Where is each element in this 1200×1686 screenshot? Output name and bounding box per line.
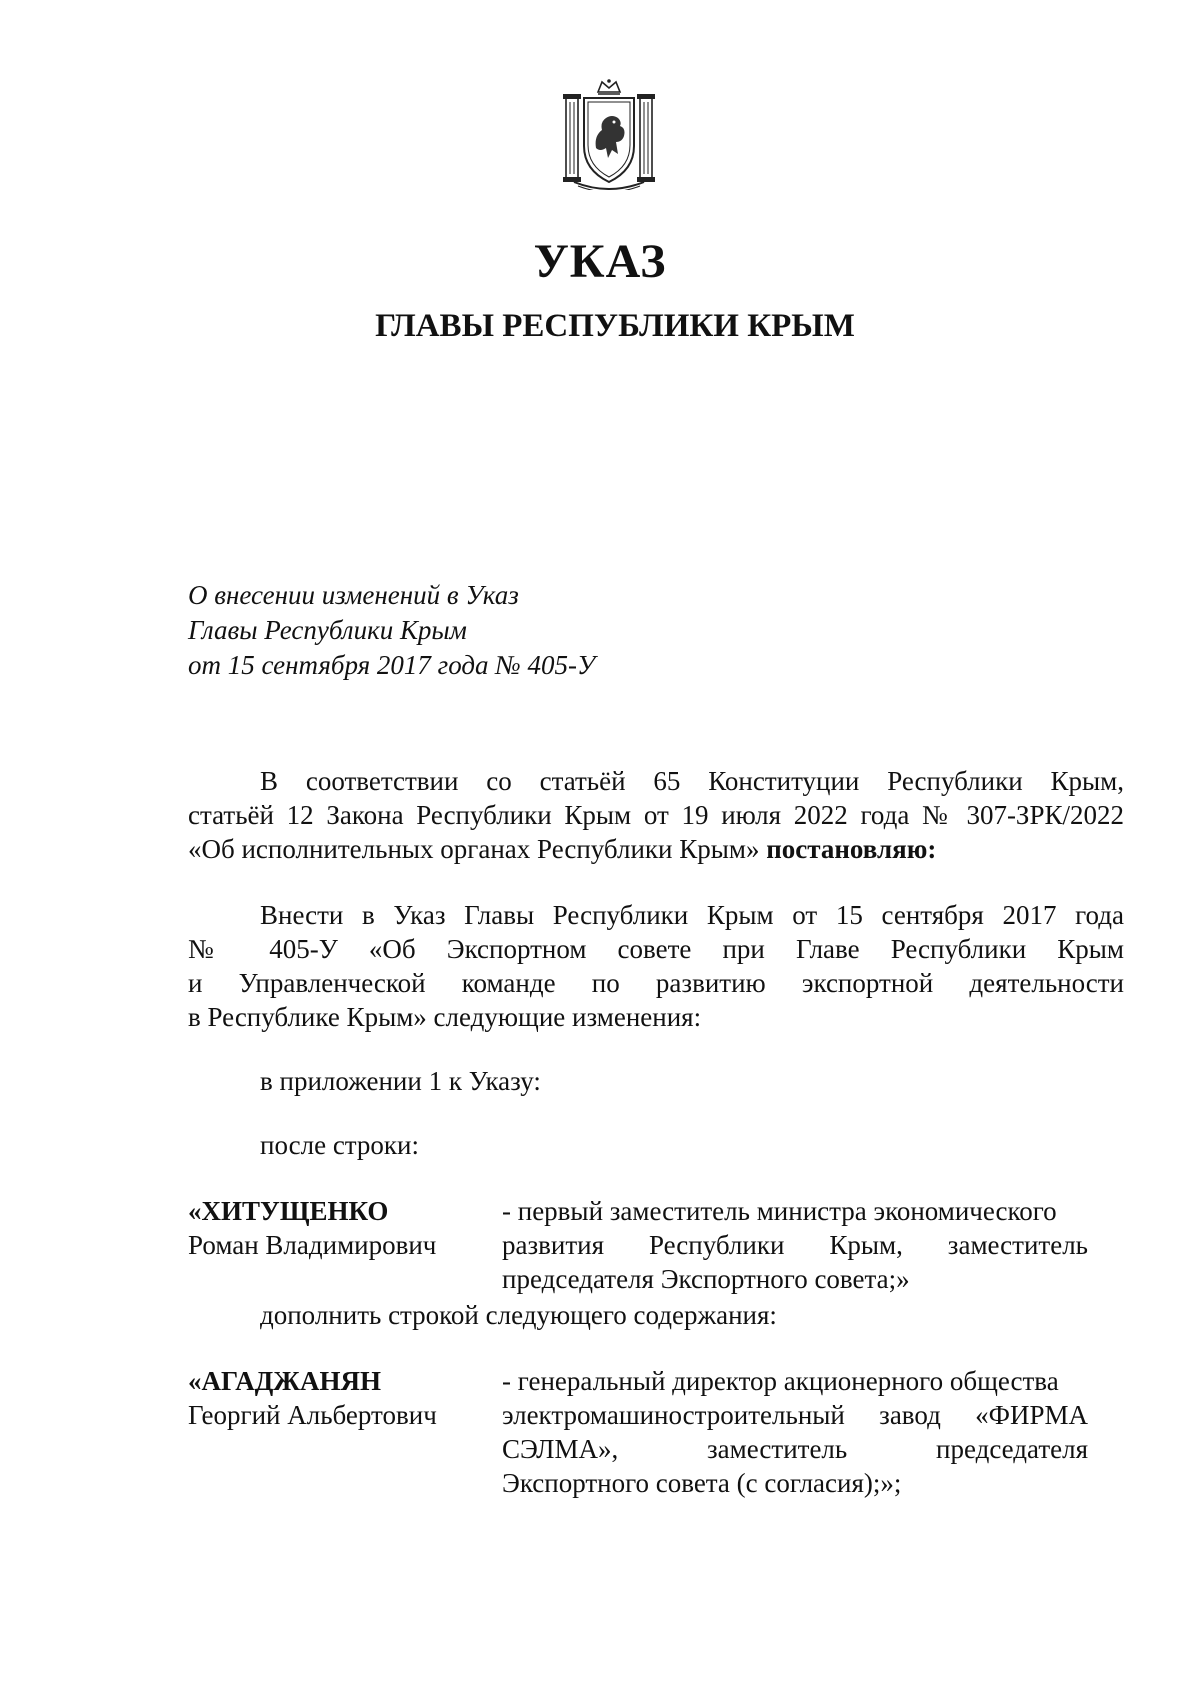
entry-desc-line-1: - первый заместитель министра экономического xyxy=(502,1196,1057,1226)
entry-agadzhanyan xyxy=(188,1364,1088,1504)
after-line-text: после строки: xyxy=(260,1130,419,1160)
entry-name xyxy=(188,1364,488,1432)
entry-description xyxy=(502,1364,1088,1500)
decree-line-3: и Управленческой команде по развитию экспортной деятельности xyxy=(188,968,1124,998)
entry-desc-line-2: электромашиностроительный завод «ФИРМА xyxy=(502,1400,1088,1430)
entry-desc-line-2: развития Республики Крым, заместитель xyxy=(502,1230,1088,1260)
decree-paragraph xyxy=(188,898,1124,1034)
preamble-text: «Об исполнительных органах Республики Крым» xyxy=(188,834,760,864)
document-subject xyxy=(188,578,595,683)
preamble-line-3 xyxy=(188,832,1124,866)
entry-desc-line-1: - генеральный директор акционерного общества xyxy=(502,1366,1059,1396)
decree-line-2: № 405-У «Об Экспортном совете при Главе Республики Крым xyxy=(188,934,1124,964)
entry-surname: «ХИТУЩЕНКО xyxy=(188,1196,389,1226)
entry-desc-line-3: председателя Экспортного совета;» xyxy=(502,1264,910,1294)
appendix-reference: в приложении 1 к Указу: xyxy=(260,1066,541,1096)
preamble-resolution: постановляю: xyxy=(766,834,937,864)
decree-line-4: в Республике Крым» следующие изменения: xyxy=(188,1002,702,1032)
coat-of-arms-icon xyxy=(560,78,658,190)
supplement-text: дополнить строкой следующего содержания: xyxy=(260,1300,777,1330)
subject-line-1: О внесении изменений в Указ xyxy=(188,580,519,610)
entry-desc-line-3: СЭЛМА», заместитель председателя xyxy=(502,1434,1088,1464)
preamble-line-1: В соответствии со статьёй 65 Конституции Республики Крым, xyxy=(260,766,1124,796)
entry-name xyxy=(188,1194,488,1262)
entry-desc-line-4: Экспортного совета (с согласия);»; xyxy=(502,1468,902,1498)
entry-given-name: Роман Владимирович xyxy=(188,1230,437,1260)
entry-khitushchenko xyxy=(188,1194,1088,1298)
entry-description xyxy=(502,1194,1088,1296)
preamble-paragraph xyxy=(188,764,1124,866)
document-title: УКАЗ xyxy=(533,235,667,288)
entry-surname: «АГАДЖАНЯН xyxy=(188,1366,382,1396)
preamble-line-2: статьёй 12 Закона Республики Крым от 19 июля 2022 года № 307-ЗРК/2022 xyxy=(188,800,1124,830)
subject-line-2: Главы Республики Крым xyxy=(188,615,467,645)
subject-line-3: от 15 сентября 2017 года № 405-У xyxy=(188,650,596,680)
entry-given-name: Георгий Альбертович xyxy=(188,1400,437,1430)
document-subtitle: ГЛАВЫ РЕСПУБЛИКИ КРЫМ xyxy=(375,308,855,344)
decree-line-1: Внести в Указ Главы Республики Крым от 15 сентября 2017 года xyxy=(260,900,1124,930)
